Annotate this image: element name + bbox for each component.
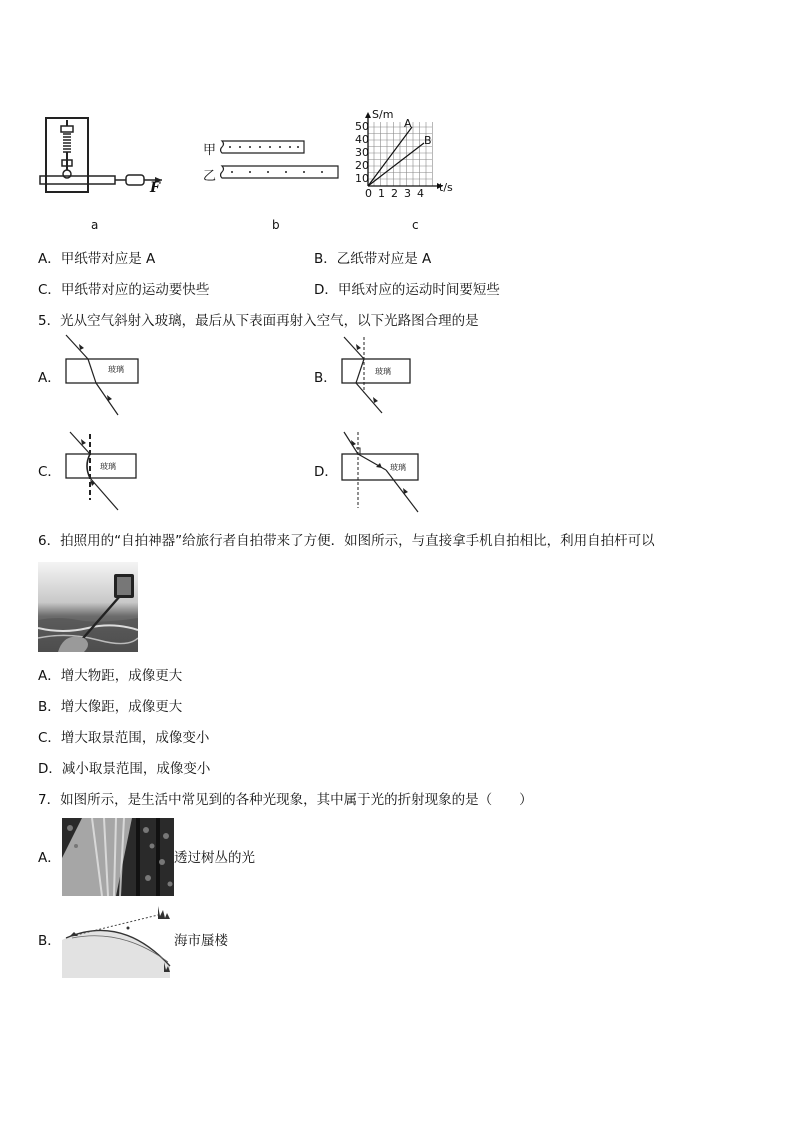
q5-option-d-letter: D． <box>314 464 338 480</box>
q4-option-a: A．甲纸带对应是 A <box>38 251 156 267</box>
mirage-drawing <box>62 902 174 978</box>
graph-x-tick-4: 4 <box>417 187 424 200</box>
q4-option-c: C．甲纸带对应的运动要快些 <box>38 282 210 298</box>
graph-y-tick-50: 50 <box>355 120 369 133</box>
graph-y-tick-20: 20 <box>355 159 369 172</box>
q5-option-a-letter: A． <box>38 370 61 386</box>
q5-option-c-letter: C． <box>38 464 61 480</box>
q5-option-b-letter: B． <box>314 370 337 386</box>
selfie-stick-photo-drawing <box>38 562 138 652</box>
selfie-stick-photo <box>38 562 138 652</box>
q5-diagram-a <box>60 333 140 418</box>
graph-line-a-label: A <box>404 117 412 130</box>
light-path-d-drawing <box>338 428 422 514</box>
figure-b-tapes <box>220 136 342 186</box>
paper-tapes-drawing <box>220 136 342 186</box>
q6-option-a: A．增大物距，成像更大 <box>38 668 183 684</box>
q7-option-b-letter: B． <box>38 933 61 949</box>
q5-stem: 5．光从空气斜射入玻璃，最后从下表面再射入空气，以下光路图合理的是 <box>38 313 479 329</box>
mirage-diagram <box>62 902 174 978</box>
q5-glass-label-a: 玻璃 <box>108 365 124 374</box>
q5-glass-label-d: 玻璃 <box>390 463 406 472</box>
light-path-a-drawing <box>60 333 140 418</box>
tape-label-yi: 乙 <box>203 169 217 184</box>
q5-glass-label-c: 玻璃 <box>100 462 116 471</box>
figure-b-caption: b <box>272 218 280 232</box>
q6-stem: 6．拍照用的“自拍神器”给旅行者自拍带来了方便．如图所示，与直接拿手机自拍相比，利用自拍杆可以 <box>38 533 655 549</box>
force-label: F <box>150 180 160 196</box>
graph-y-tick-10: 10 <box>355 172 369 185</box>
q6-option-c: C．增大取景范围，成像变小 <box>38 730 210 746</box>
q6-option-b: B．增大像距，成像更大 <box>38 699 183 715</box>
q5-diagram-d <box>338 428 422 514</box>
q4-option-b: B．乙纸带对应是 A <box>314 251 432 267</box>
graph-x-tick-2: 2 <box>391 187 398 200</box>
graph-y-axis-label: S/m <box>372 108 394 121</box>
q4-option-d: D．甲纸对应的运动时间要短些 <box>314 282 500 298</box>
graph-line-b-label: B <box>424 134 432 147</box>
figure-a-caption: a <box>91 218 99 232</box>
graph-x-tick-0: 0 <box>365 187 372 200</box>
light-through-trees-photo <box>62 818 174 896</box>
graph-y-tick-30: 30 <box>355 146 369 159</box>
graph-x-tick-1: 1 <box>378 187 385 200</box>
figure-a-apparatus <box>38 114 168 196</box>
q7-option-a-text: 透过树丛的光 <box>174 850 255 866</box>
spring-scale-apparatus-drawing <box>38 114 168 196</box>
q6-option-d: D．减小取景范围，成像变小 <box>38 761 211 777</box>
q7-option-b-text: 海市蜃楼 <box>174 933 228 949</box>
graph-x-tick-3: 3 <box>404 187 411 200</box>
q7-stem: 7．如图所示，是生活中常见到的各种光现象，其中属于光的折射现象的是（ ） <box>38 792 533 808</box>
light-through-trees-drawing <box>62 818 174 896</box>
tape-label-jia: 甲 <box>203 143 217 158</box>
q5-glass-label-b: 玻璃 <box>375 367 391 376</box>
q7-option-a-letter: A． <box>38 850 61 866</box>
figure-c-caption: c <box>412 218 419 232</box>
graph-x-axis-label: t/s <box>439 181 453 194</box>
graph-y-tick-40: 40 <box>355 133 369 146</box>
